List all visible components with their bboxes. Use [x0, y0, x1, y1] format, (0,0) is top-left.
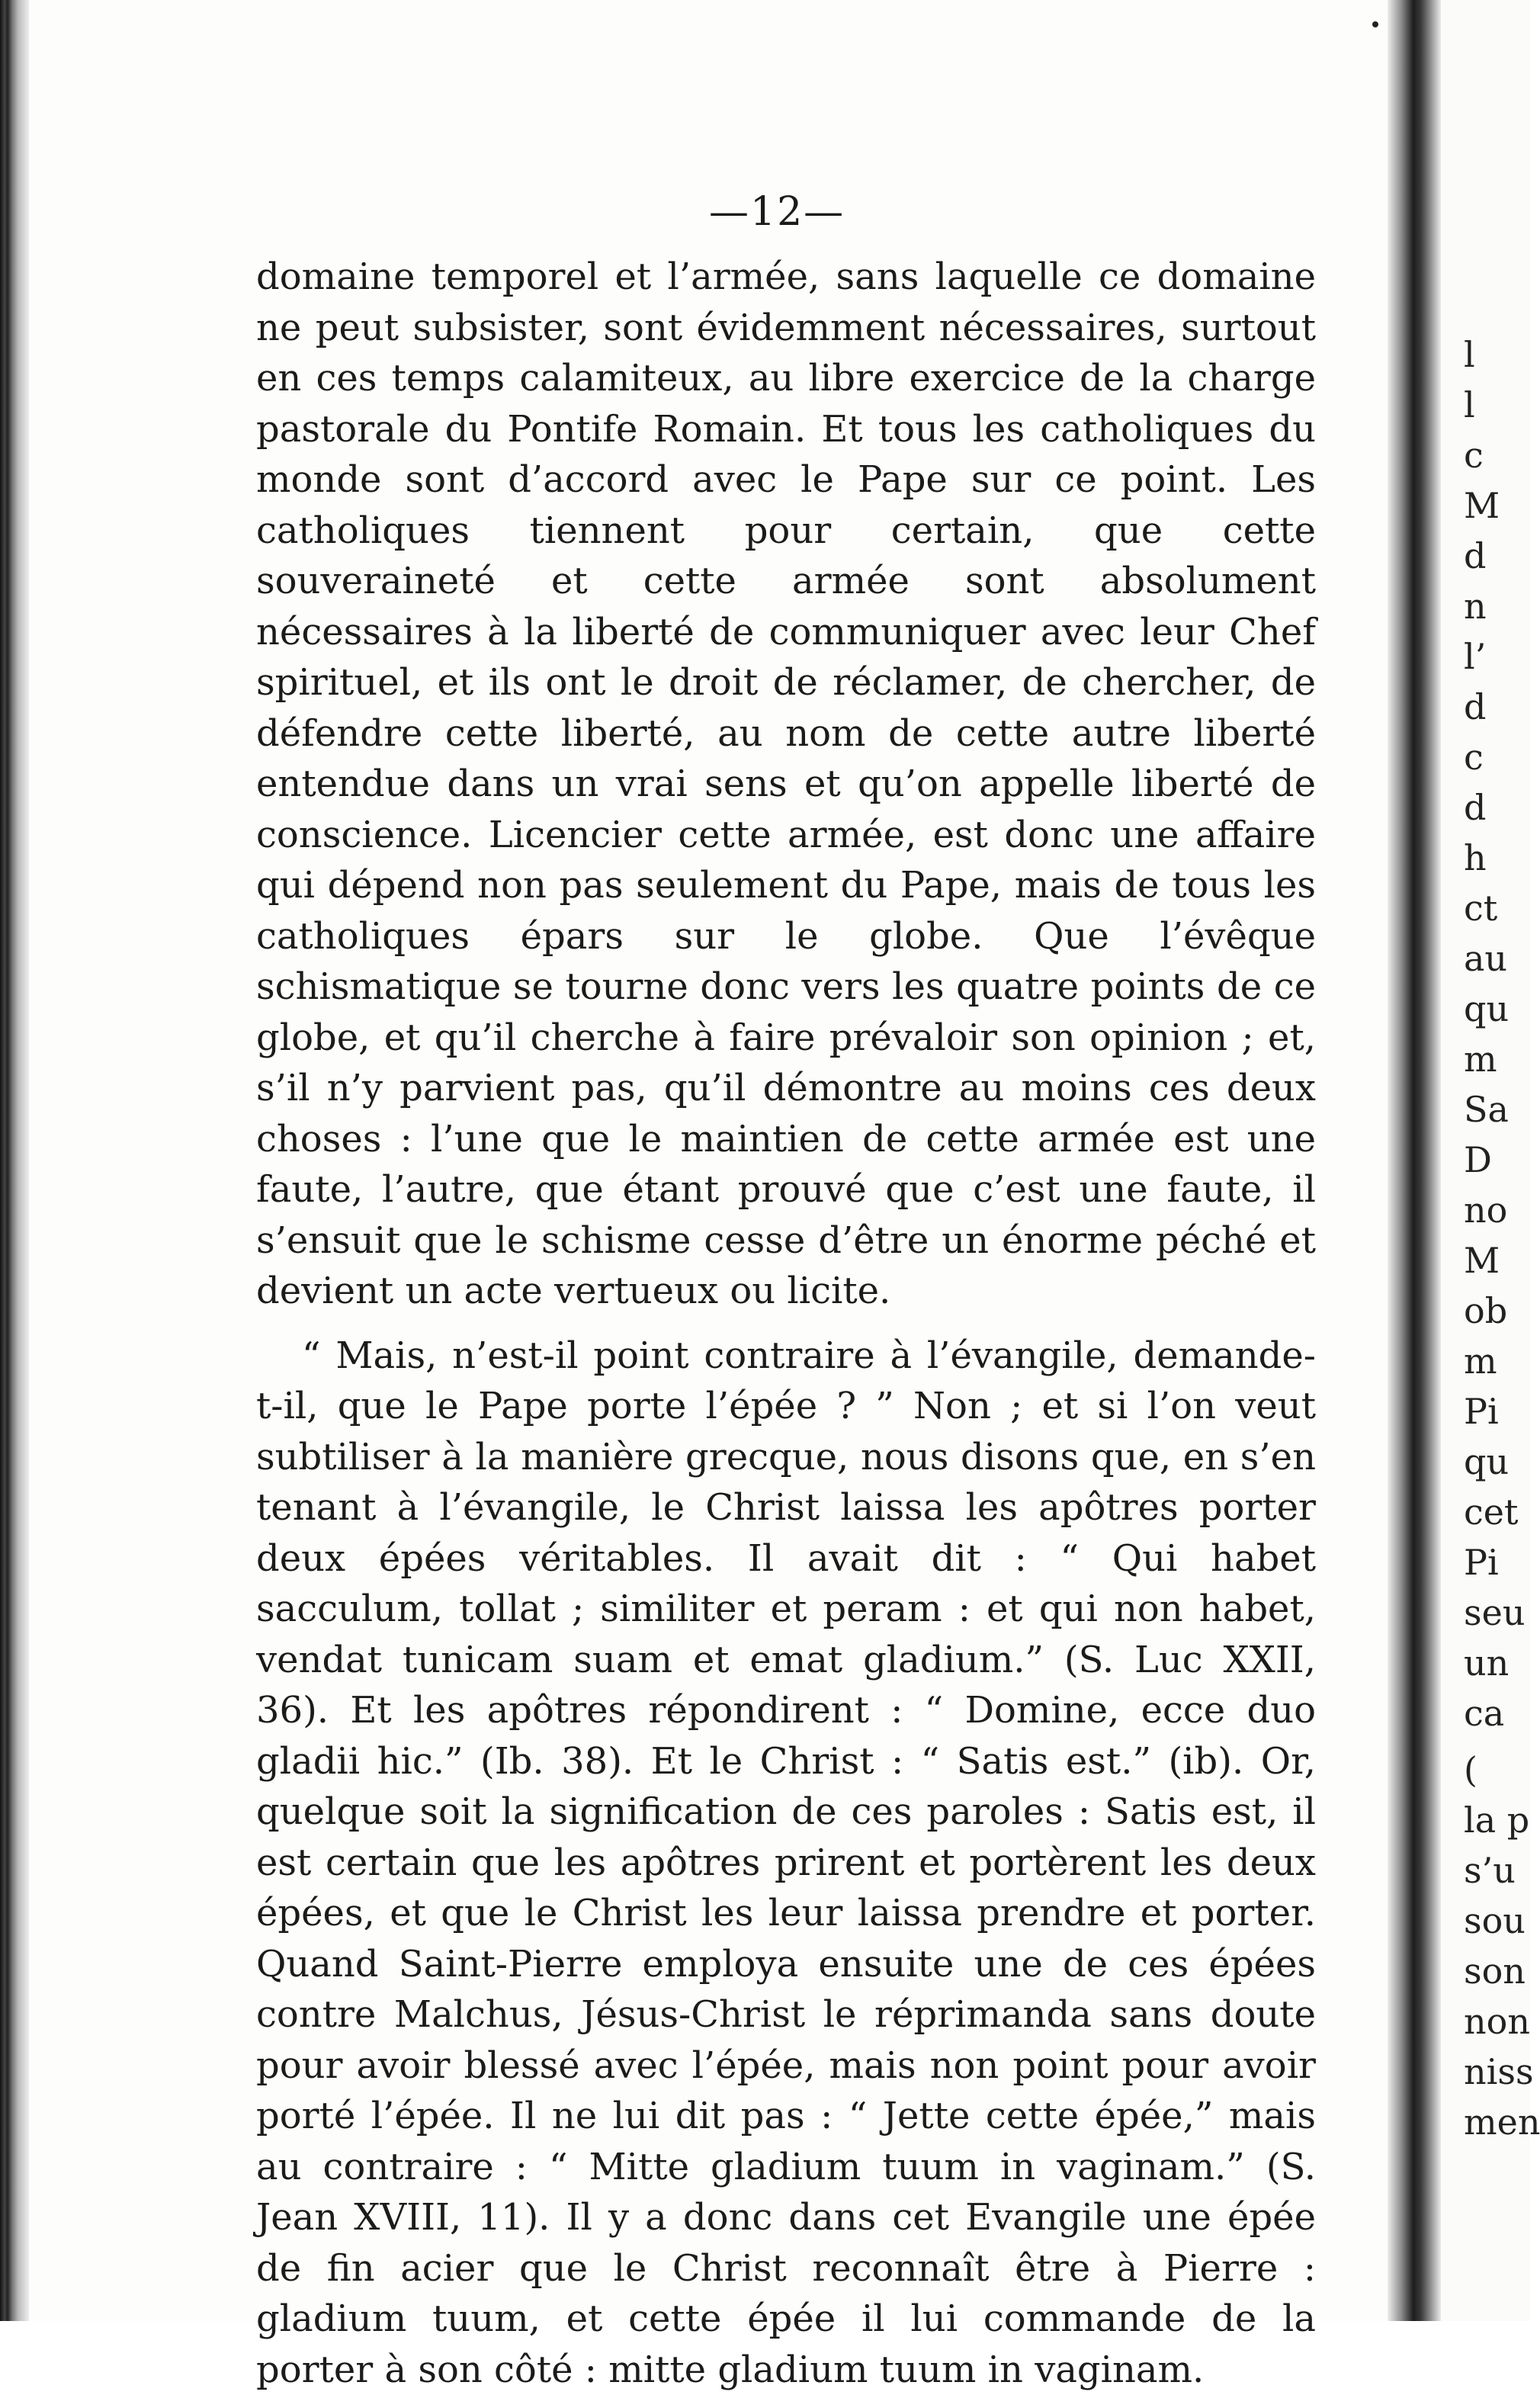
next-page-fragment: ( [1464, 1752, 1477, 1787]
next-page-fragment: au [1464, 941, 1507, 976]
next-page-fragment: qu [1464, 991, 1509, 1026]
next-page-fragment: ca [1464, 1696, 1504, 1731]
next-page-fragment: seu [1464, 1595, 1525, 1630]
next-page-fragment: c [1464, 438, 1484, 473]
page-number: —12— [709, 189, 845, 235]
next-page-fragment: un [1464, 1645, 1509, 1681]
next-page-fragment: m [1464, 1042, 1497, 1077]
next-page-fragment: m [1464, 1344, 1497, 1379]
next-page-fragment: c [1464, 740, 1484, 775]
paragraph-2: “ Mais, n’est-il point contraire à l’évangile, demande-t-il, que le Pape porte l’épée ? ” Non ; et si l’on veut subtiliser à la manière grecque, nous disons que, en s’en tenant à l’évangile, le Christ laissa les apôtres porter deux épées véritables. Il avait dit : “ Qui habet sacculum, tollat ; similiter et peram : et qui non habet, vendat tunicam suam et emat gladium.” (S. Luc XXII, 36). Et les apôtres répondirent : “ Domine, ecce duo gladii hic.” (Ib. 38). Et le Christ : “ Satis est.” (ib). Or, quelque soit la signification de ces paroles : Satis est, il est certain que les apôtres prirent et portèrent les deux épées, et que le Christ les leur laissa prendre et porter. Quand Saint-Pierre employa ensuite une de ces épées contre Malchus, Jésus-Christ le réprimanda sans doute pour avoir blessé avec l’épée, mais non point pour avoir porté l’épée. Il ne lui dit pas : “ Jette cette épée,” mais au contraire : “ Mitte gladium tuum in vaginam.” (S. Jean XVIII, 11). Il y a donc dans cet Evangile une épée de fin acier que le Christ reconnaît être à Pierre : gladium tuum, et cette épée il lui commande de la porter à son côté : mitte gladium tuum in vaginam. [256, 1331, 1316, 2395]
page-gutter-shadow [1388, 0, 1441, 2321]
next-page-fragment: no [1464, 1193, 1507, 1228]
next-page-fragment: non [1464, 2004, 1530, 2039]
next-page-fragment: ob [1464, 1293, 1507, 1328]
ink-speck [1372, 21, 1378, 27]
next-page-fragment: d [1464, 538, 1486, 573]
next-page-fragment: l [1464, 387, 1475, 422]
next-page-fragment: Pi [1464, 1545, 1499, 1580]
next-page-fragment: son [1464, 1954, 1526, 1989]
next-page-fragment: la p [1464, 1803, 1529, 1838]
next-page-fragment: l’ [1464, 639, 1486, 674]
next-page-fragment: s’u [1464, 1853, 1516, 1888]
page-binding-edge [0, 0, 29, 2321]
adjacent-page-fragment [1441, 0, 1530, 2321]
next-page-fragment: men [1464, 2104, 1540, 2140]
next-page-fragment: h [1464, 840, 1487, 875]
next-page-fragment: l [1464, 337, 1475, 372]
next-page-fragment: niss [1464, 2054, 1534, 2089]
next-page-fragment: n [1464, 589, 1487, 624]
next-page-fragment: ct [1464, 891, 1497, 926]
next-page-fragment: cet [1464, 1494, 1518, 1530]
next-page-fragment: sou [1464, 1903, 1526, 1938]
next-page-fragment: D [1464, 1142, 1492, 1177]
next-page-fragment: qu [1464, 1444, 1509, 1479]
next-page-fragment: d [1464, 790, 1486, 825]
next-page-fragment: Pi [1464, 1394, 1499, 1429]
next-page-fragment: Sa [1464, 1092, 1509, 1127]
body-text [256, 252, 1316, 2395]
next-page-fragment: M [1464, 1243, 1500, 1278]
next-page-fragment: M [1464, 488, 1500, 523]
paragraph-1: domaine temporel et l’armée, sans laquelle ce domaine ne peut subsister, sont évidemment nécessaires, surtout en ces temps calamiteux, au libre exercice de la charge pastorale du Pontife Romain. Et tous les catholiques du monde sont d’accord avec le Pape sur ce point. Les catholiques tiennent pour certain, que cette souveraineté et cette armée sont absolument nécessaires à la liberté de communiquer avec leur Chef spirituel, et ils ont le droit de réclamer, de chercher, de défendre cette liberté, au nom de cette autre liberté entendue dans un vrai sens et qu’on appelle liberté de conscience. Licencier cette armée, est donc une affaire qui dépend non pas seulement du Pape, mais de tous les catholiques épars sur le globe. Que l’évêque schismatique se tourne donc vers les quatre points de ce globe, et qu’il cherche à faire prévaloir son opinion ; et, s’il n’y parvient pas, qu’il démontre au moins ces deux choses : l’une que le maintien de cette armée est une faute, l’autre, que étant prouvé que c’est une faute, il s’ensuit que le schisme cesse d’être un énorme péché et devient un acte vertueux ou licite. [256, 252, 1316, 1317]
next-page-fragment: d [1464, 689, 1486, 724]
